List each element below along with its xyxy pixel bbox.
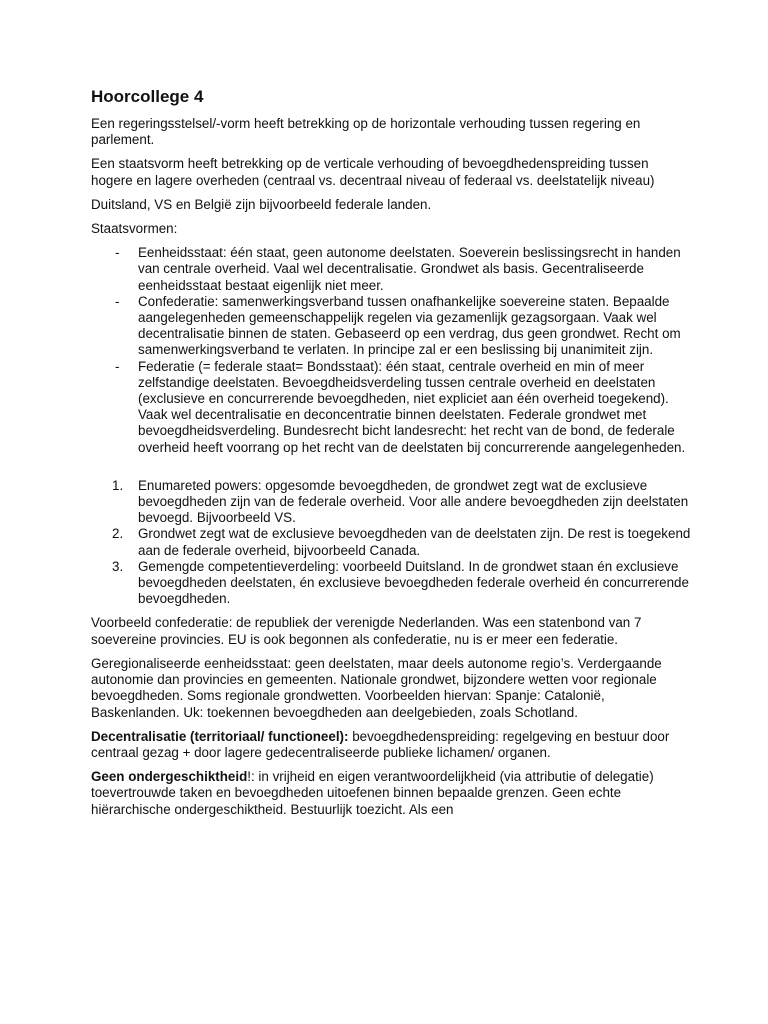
bullet-marker: - xyxy=(115,245,120,261)
bullet-marker: - xyxy=(115,293,120,309)
decentralisatie-text: bevoegdhedenspreiding: regelgeving en bestuur door centraal gezag + door lagere gedecentraliseerde publieke lichamen/ organen. xyxy=(91,728,670,760)
staatsvormen-list xyxy=(91,245,691,456)
paragraph-regeringsstelsel: Een regeringsstelsel/-vorm heeft betrekking op de horizontale verhouding tussen regering en parlement. xyxy=(91,116,641,148)
bevoegdheidsverdeling-list xyxy=(91,478,691,608)
paragraph-ondergeschiktheid xyxy=(91,769,691,818)
list-item-text: Federatie (= federale staat= Bondsstaat): één staat, centrale overheid en min of meer zelfstandige deelstaten. Bevoegdheidsverdeling tussen centrale overheid en deelstaten (exclusieve en concurrerende bevoegdheden, niet expliciet aan één overheid toegekend). Vaak wel decentralisatie en deconcentratie binnen deelstaten. Federale grondwet met bevoegdheidsverdeling. Bundesrecht bicht landesrecht: het recht van de bond, de federale overheid heeft voorrang op het recht van de deelstaten bij concurrerende aangelegenheden. xyxy=(138,358,686,455)
list-item-text: Gemengde competentieverdeling: voorbeeld Duitsland. In de grondwet staan én exclusieve bevoegdheden deelstaten, én exclusieve bevoegdheden federale overheid én concurrerende bevoegdheden. xyxy=(138,558,689,607)
list-item-text: Eenheidsstaat: één staat, geen autonome deelstaten. Soeverein beslissingsrecht in handen van centrale overheid. Vaal wel decentralisatie. Grondwet als basis. Gecentraliseerde eenheidsstaat bestaat eigenlijk niet meer. xyxy=(138,245,681,293)
paragraph-geregionaliseerde-eenheidsstaat: Geregionaliseerde eenheidsstaat: geen deelstaten, maar deels autonome regio’s. Verdergaande autonomie dan provincies en gemeenten. Nationale grondwet, bijzondere wetten voor regionale bevoegdheden. Soms regionale grondwetten. Voorbeelden hiervan: Spanje: Catalonië, Baskenlanden. Uk: toekennen bevoegdheden aan deelgebieden, zoals Schotland. xyxy=(91,655,662,720)
list-item xyxy=(91,559,691,608)
paragraph-staatsvorm: Een staatsvorm heeft betrekking op de verticale verhouding of bevoegdhedenspreiding tussen hogere en lagere overheden (centraal vs. decentraal niveau of federaal vs. deelstatelijk niveau) xyxy=(91,156,655,188)
list-item xyxy=(91,294,691,359)
list-item xyxy=(91,478,691,527)
paragraph-voorbeeld-confederatie: Voorbeeld confederatie: de republiek der verenigde Nederlanden. Was een statenbond van 7 soevereine provincies. EU is ook begonnen als confederatie, nu is er meer een federatie. xyxy=(91,615,642,647)
term-ondergeschiktheid: Geen ondergeschiktheid xyxy=(91,769,248,785)
list-item-text: Confederatie: samenwerkingsverband tussen onafhankelijke soevereine staten. Bepaalde aangelegenheden gemeenschappelijk regelen via gezamenlijk gezagsorgaan. Vaak wel decentralisatie binnen de staten. Gebaseerd op een verdrag, dus geen grondwet. Recht om samenwerkingsverband te verlaten. In principe zal er een beslissing bij unanimiteit zijn. xyxy=(138,293,681,358)
list-item xyxy=(91,245,691,294)
number-marker: 3. xyxy=(112,558,124,574)
number-marker: 2. xyxy=(112,526,124,542)
paragraph-decentralisatie xyxy=(91,729,691,761)
term-decentralisatie: Decentralisatie (territoriaal/ functioneel): xyxy=(91,728,349,744)
list-item xyxy=(91,526,691,558)
list-item xyxy=(91,359,691,456)
ondergeschiktheid-text: !: in vrijheid en eigen verantwoordelijkheid (via attributie of delegatie) toevertrouwde taken en bevoegdheden uitoefenen binnen bepaalde grenzen. Geen echte hiërarchische ondergeschiktheid. Bestuurlijk toezicht. Als een xyxy=(91,769,654,817)
document-page xyxy=(91,86,691,826)
paragraph-staatsvormen-heading: Staatsvormen: xyxy=(91,221,178,237)
bullet-marker: - xyxy=(115,358,120,374)
list-item-text: Enumareted powers: opgesomde bevoegdheden, de grondwet zegt wat de exclusieve bevoegdheden zijn van de federale overheid. Voor alle andere bevoegdheden zijn deelstaten bevoegd. Bijvoorbeeld VS. xyxy=(138,477,689,526)
number-marker: 1. xyxy=(112,477,124,493)
list-item-text: Grondwet zegt wat de exclusieve bevoegdheden van de deelstaten zijn. De rest is toegekend aan de federale overheid, bijvoorbeeld Canada. xyxy=(138,526,691,558)
page-title: Hoorcollege 4 xyxy=(91,87,204,106)
paragraph-federale-landen: Duitsland, VS en België zijn bijvoorbeeld federale landen. xyxy=(91,196,432,212)
